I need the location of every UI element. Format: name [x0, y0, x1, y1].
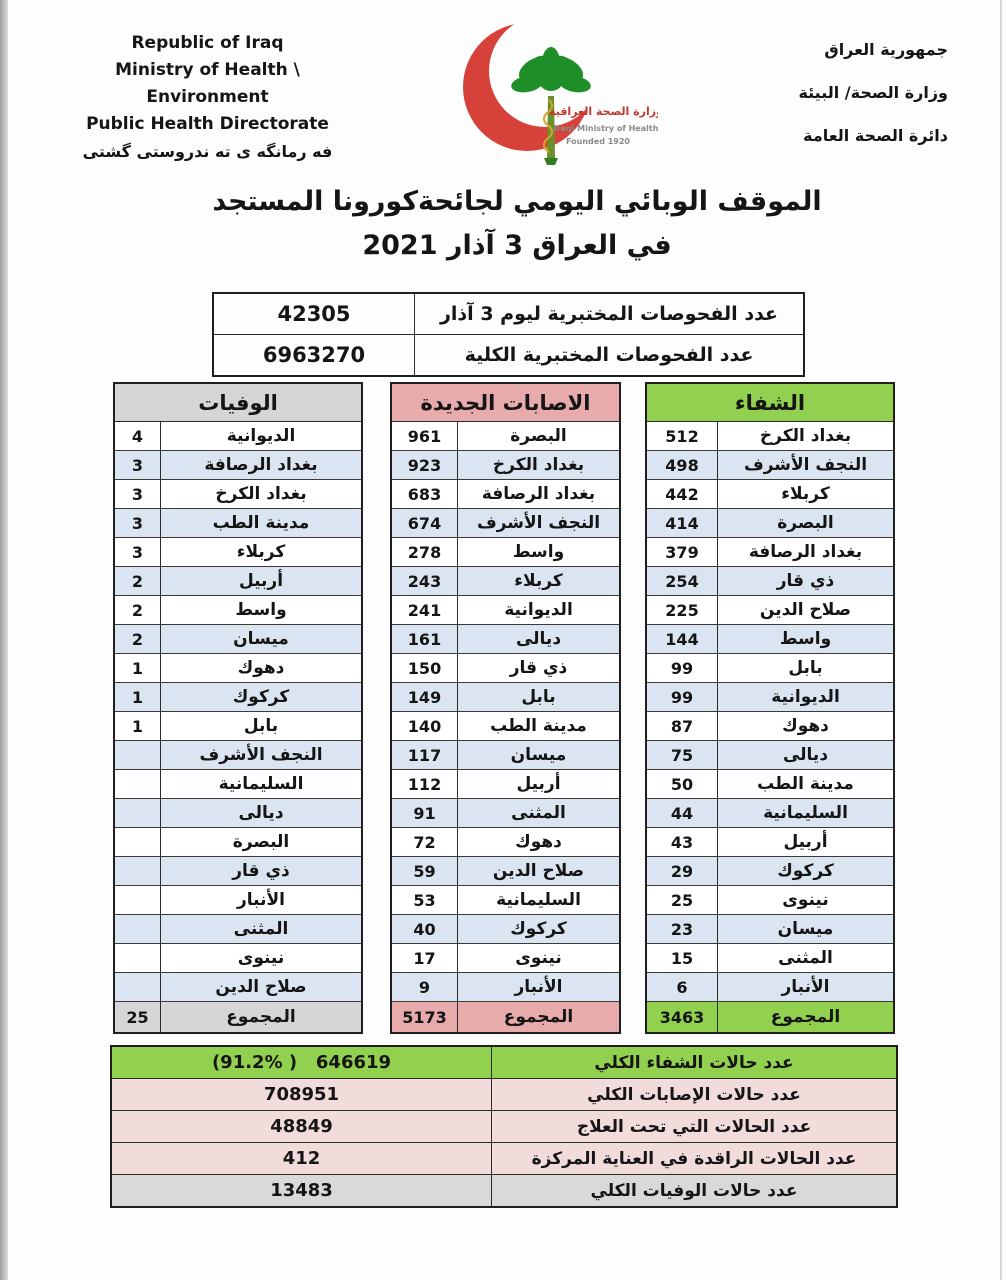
row-governorate: ديالى [238, 803, 284, 823]
table-row [647, 798, 893, 827]
row-value: 3 [115, 480, 161, 508]
summary-label: عدد حالات الإصابات الكلي [587, 1084, 801, 1105]
row-value: 6 [647, 973, 718, 1001]
row-value: 149 [392, 683, 458, 711]
header-line-ministry: Ministry of Health \ Environment [115, 60, 300, 107]
row-value: 225 [647, 596, 718, 624]
row-governorate: ذي قار [509, 658, 568, 678]
table-row [392, 653, 619, 682]
table-total-row [392, 1001, 619, 1032]
row-value: 161 [392, 625, 458, 653]
row-value [115, 886, 161, 914]
row-governorate: المثنى [233, 919, 289, 939]
table-row [392, 798, 619, 827]
tests-total-label: عدد الفحوصات المختبرية الكلية [464, 344, 754, 366]
table-row [392, 972, 619, 1001]
deaths-table-rows [115, 422, 361, 1032]
row-governorate: الديوانية [771, 687, 840, 707]
row-value: 414 [647, 509, 718, 537]
row-value: 112 [392, 770, 458, 798]
row-governorate: أربيل [783, 832, 828, 852]
table-row [647, 972, 893, 1001]
row-value: 50 [647, 770, 718, 798]
row-governorate: واسط [779, 629, 832, 649]
row-governorate: البصرة [510, 426, 567, 446]
table-row [647, 943, 893, 972]
table-row [115, 769, 361, 798]
table-row [392, 450, 619, 479]
row-value: 683 [392, 480, 458, 508]
total-value: 5173 [392, 1002, 458, 1032]
table-row [115, 422, 361, 450]
table-row [647, 740, 893, 769]
row-governorate: دهوك [782, 716, 829, 736]
table-row [214, 294, 803, 334]
row-governorate: مدينة الطب [757, 774, 854, 794]
summary-value: (91.2% ) 646619 [112, 1047, 492, 1078]
row-governorate: كربلاء [781, 484, 830, 504]
tests-table [212, 292, 805, 377]
row-value: 75 [647, 741, 718, 769]
table-row [647, 479, 893, 508]
row-value [115, 828, 161, 856]
row-governorate: أربيل [238, 571, 284, 591]
row-value: 498 [647, 451, 718, 479]
row-value: 23 [647, 915, 718, 943]
summary-row [112, 1047, 896, 1078]
summary-row [112, 1174, 896, 1206]
row-value: 87 [647, 712, 718, 740]
row-value: 99 [647, 654, 718, 682]
row-governorate: النجف الأشرف [476, 513, 601, 533]
summary-label: عدد الحالات الراقدة في العناية المركزة [531, 1148, 857, 1169]
table-row [392, 943, 619, 972]
row-governorate: بغداد الكرخ [215, 484, 307, 504]
row-governorate: السليمانية [763, 803, 848, 823]
row-governorate: دهوك [237, 658, 285, 678]
row-governorate: المثنى [778, 948, 833, 968]
table-row [392, 566, 619, 595]
table-row [647, 450, 893, 479]
row-governorate: البصرة [232, 832, 290, 852]
row-governorate: النجف الأشرف [743, 455, 868, 475]
table-row [392, 885, 619, 914]
row-value: 9 [392, 973, 458, 1001]
table-row [392, 914, 619, 943]
summary-label: عدد حالات الوفيات الكلي [590, 1180, 798, 1201]
row-value: 25 [647, 886, 718, 914]
row-governorate: ديالى [782, 745, 829, 765]
title-line-1: الموقف الوبائي اليومي لجائحةكورونا المستجد [212, 186, 822, 217]
row-governorate: الأنبار [514, 977, 563, 997]
deaths-table [113, 382, 363, 1034]
row-governorate: بابل [521, 687, 556, 707]
row-governorate: مدينة الطب [212, 513, 310, 533]
table-row [647, 508, 893, 537]
table-row [392, 856, 619, 885]
title-line-2: في العراق 3 آذار 2021 [362, 230, 672, 261]
row-value: 117 [392, 741, 458, 769]
table-row [392, 740, 619, 769]
total-label: المجموع [226, 1007, 296, 1027]
header-english-block [55, 30, 360, 165]
header-arabic-block [758, 28, 948, 157]
summary-table [110, 1045, 898, 1208]
row-value [115, 973, 161, 1001]
logo-founded-text: Founded 1920 [566, 137, 630, 146]
deaths-table-title: الوفيات [115, 384, 361, 422]
summary-row [112, 1078, 896, 1110]
photo-left-edge [0, 0, 8, 1280]
table-row [115, 624, 361, 653]
table-row [392, 711, 619, 740]
table-row [647, 624, 893, 653]
header-line-country: Republic of Iraq [131, 33, 284, 53]
header-line-republic-ar: جمهورية العراق [824, 40, 948, 59]
table-row [392, 682, 619, 711]
new-cases-table [390, 382, 621, 1034]
table-row [392, 827, 619, 856]
row-value: 29 [647, 857, 718, 885]
header-line-kurdish: فه رمانگه ی ته ندروستی گشتی [82, 142, 333, 161]
table-total-row [647, 1001, 893, 1032]
row-value: 53 [392, 886, 458, 914]
new-cases-table-title: الاصابات الجديدة [392, 384, 619, 422]
total-label: المجموع [503, 1007, 574, 1027]
table-row [115, 885, 361, 914]
page-title [14, 180, 1006, 268]
table-row [214, 334, 803, 375]
logo-arabic-text: وزارة الصحة العراقية [549, 105, 658, 118]
row-governorate: دهوك [515, 832, 562, 852]
summary-value: 708951 [112, 1079, 492, 1110]
summary-value: 48849 [112, 1111, 492, 1142]
row-governorate: واسط [512, 542, 565, 562]
row-value: 442 [647, 480, 718, 508]
row-value: 923 [392, 451, 458, 479]
table-row [647, 711, 893, 740]
table-row [115, 798, 361, 827]
header-line-directorate: Public Health Directorate [86, 114, 329, 134]
row-value [115, 770, 161, 798]
row-governorate: بغداد الكرخ [759, 426, 852, 446]
tests-total-value: 6963270 [214, 335, 415, 375]
row-value: 3 [115, 509, 161, 537]
row-governorate: السليمانية [496, 890, 581, 910]
row-governorate: المثنى [511, 803, 566, 823]
row-value: 40 [392, 915, 458, 943]
table-row [115, 827, 361, 856]
row-governorate: أربيل [516, 774, 561, 794]
row-value: 72 [392, 828, 458, 856]
row-value: 512 [647, 422, 718, 450]
row-governorate: بابل [243, 716, 279, 736]
row-governorate: واسط [235, 600, 287, 620]
table-row [115, 479, 361, 508]
table-row [392, 537, 619, 566]
table-row [647, 653, 893, 682]
row-governorate: ديالى [515, 629, 562, 649]
table-row [392, 479, 619, 508]
table-row [392, 422, 619, 450]
table-total-row [115, 1001, 361, 1032]
ministry-logo [448, 8, 658, 168]
row-governorate: بغداد الرصافة [481, 484, 596, 504]
row-governorate: ميسان [510, 745, 567, 765]
row-value: 15 [647, 944, 718, 972]
recoveries-table [645, 382, 895, 1034]
row-governorate: كركوك [232, 687, 290, 707]
row-governorate: صلاح الدين [759, 600, 852, 620]
row-value: 3 [115, 538, 161, 566]
row-value: 2 [115, 625, 161, 653]
row-value: 1 [115, 712, 161, 740]
table-row [115, 537, 361, 566]
row-value [115, 944, 161, 972]
recoveries-table-rows [647, 422, 893, 1032]
table-row [115, 653, 361, 682]
summary-row [112, 1142, 896, 1174]
summary-row [112, 1110, 896, 1142]
row-value: 961 [392, 422, 458, 450]
row-value: 254 [647, 567, 718, 595]
row-governorate: البصرة [777, 513, 834, 533]
row-value: 243 [392, 567, 458, 595]
row-governorate: صلاح الدين [215, 977, 307, 997]
row-value: 99 [647, 683, 718, 711]
row-governorate: ميسان [233, 629, 289, 649]
row-value [115, 915, 161, 943]
row-value [115, 799, 161, 827]
row-governorate: بابل [788, 658, 823, 678]
table-row [115, 856, 361, 885]
row-value: 59 [392, 857, 458, 885]
tests-daily-value: 42305 [214, 294, 415, 334]
table-row [647, 885, 893, 914]
table-row [115, 914, 361, 943]
table-row [647, 769, 893, 798]
row-value: 91 [392, 799, 458, 827]
summary-value: 13483 [112, 1175, 492, 1206]
header-line-ministry-ar: وزارة الصحة/ البيئة [798, 83, 948, 102]
table-row [392, 508, 619, 537]
header-line-directorate-ar: دائرة الصحة العامة [803, 126, 948, 145]
row-governorate: الأنبار [237, 890, 285, 910]
summary-label: عدد حالات الشفاء الكلي [594, 1052, 794, 1073]
table-row [115, 711, 361, 740]
table-row [115, 682, 361, 711]
row-value [115, 857, 161, 885]
table-row [115, 740, 361, 769]
table-row [115, 943, 361, 972]
row-governorate: الديوانية [504, 600, 573, 620]
row-governorate: بغداد الكرخ [492, 455, 585, 475]
table-row [647, 422, 893, 450]
row-value: 3 [115, 451, 161, 479]
row-governorate: نينوى [515, 948, 562, 968]
summary-label: عدد الحالات التي تحت العلاج [576, 1116, 812, 1137]
table-row [647, 914, 893, 943]
table-row [115, 566, 361, 595]
row-governorate: مدينة الطب [490, 716, 587, 736]
row-value: 140 [392, 712, 458, 740]
table-row [115, 508, 361, 537]
row-value: 4 [115, 422, 161, 450]
table-row [115, 972, 361, 1001]
row-value [115, 741, 161, 769]
row-value: 1 [115, 654, 161, 682]
table-row [647, 827, 893, 856]
recoveries-table-title: الشفاء [647, 384, 893, 422]
total-value: 3463 [647, 1002, 718, 1032]
table-row [115, 595, 361, 624]
logo-english-text: Iraqi Ministry of Health [553, 124, 658, 133]
table-row [392, 595, 619, 624]
row-governorate: كركوك [510, 919, 567, 939]
row-value: 144 [647, 625, 718, 653]
tests-daily-label: عدد الفحوصات المختبرية ليوم 3 آذار [439, 303, 779, 325]
total-value: 25 [115, 1002, 161, 1032]
row-governorate: ذي قار [232, 861, 290, 881]
row-governorate: صلاح الدين [492, 861, 585, 881]
row-governorate: كربلاء [236, 542, 286, 562]
row-governorate: كربلاء [514, 571, 563, 591]
row-value: 1 [115, 683, 161, 711]
table-row [647, 595, 893, 624]
new-cases-table-rows [392, 422, 619, 1032]
table-row [115, 450, 361, 479]
row-governorate: نينوى [782, 890, 829, 910]
row-governorate: ذي قار [776, 571, 835, 591]
row-governorate: الديوانية [226, 426, 296, 446]
row-value: 241 [392, 596, 458, 624]
total-label: المجموع [770, 1007, 841, 1027]
row-governorate: النجف الأشرف [199, 745, 323, 765]
table-row [392, 624, 619, 653]
row-value: 17 [392, 944, 458, 972]
row-value: 379 [647, 538, 718, 566]
row-governorate: الأنبار [781, 977, 830, 997]
row-governorate: ميسان [777, 919, 834, 939]
row-value: 44 [647, 799, 718, 827]
row-value: 150 [392, 654, 458, 682]
row-value: 278 [392, 538, 458, 566]
row-governorate: بغداد الرصافة [748, 542, 863, 562]
ministry-logo-graphic [448, 8, 658, 168]
row-governorate: نينوى [237, 948, 285, 968]
row-governorate: السليمانية [218, 774, 304, 794]
table-row [647, 682, 893, 711]
table-row [647, 537, 893, 566]
row-value: 43 [647, 828, 718, 856]
table-row [392, 769, 619, 798]
table-row [647, 566, 893, 595]
row-value: 2 [115, 567, 161, 595]
row-governorate: بغداد الرصافة [204, 455, 318, 475]
row-value: 674 [392, 509, 458, 537]
summary-value: 412 [112, 1143, 492, 1174]
row-governorate: كركوك [777, 861, 834, 881]
table-row [647, 856, 893, 885]
row-value: 2 [115, 596, 161, 624]
